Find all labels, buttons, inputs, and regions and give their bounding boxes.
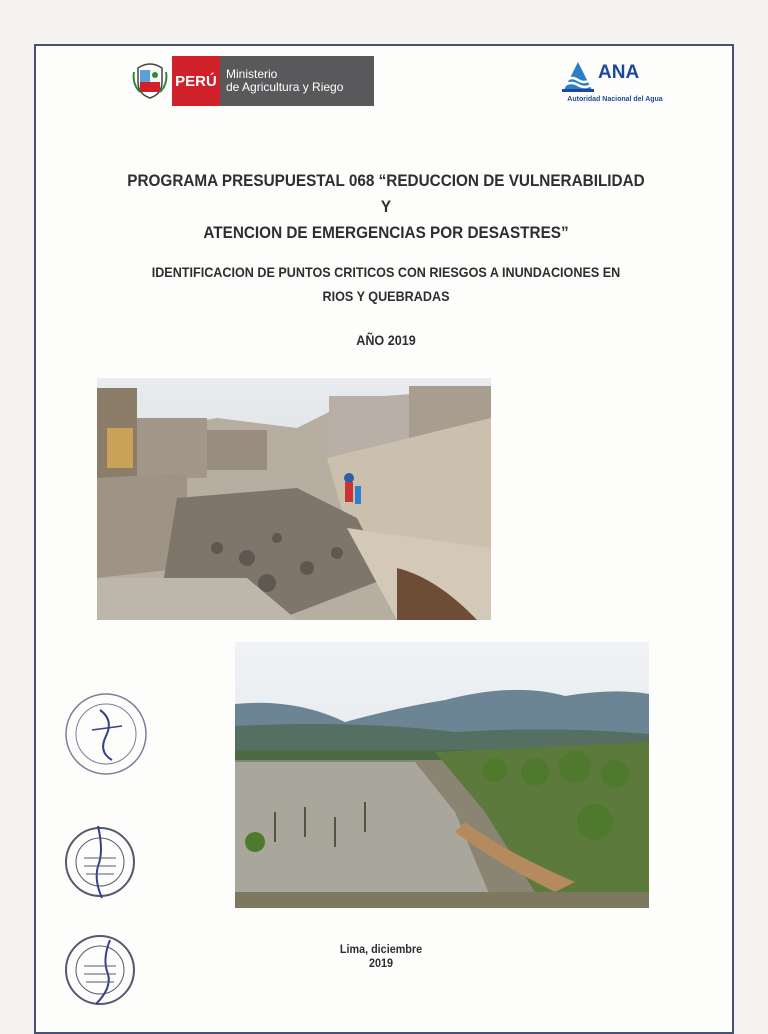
official-stamp-2 (62, 822, 138, 902)
ana-subtitle: Autoridad Nacional del Agua (567, 96, 663, 103)
document-year: AÑO 2019 (356, 332, 416, 348)
program-title-line-2: ATENCION DE EMERGENCIAS POR DESASTRES” (203, 223, 569, 242)
flooded-valley-photo (235, 642, 649, 908)
ana-logo (560, 60, 670, 108)
document-subtitle-line-2: RIOS Y QUEBRADAS (322, 288, 450, 304)
program-title-line-1: PROGRAMA PRESUPUESTAL 068 “REDUCCION DE VULNERABILIDAD Y (127, 171, 645, 216)
ana-water-logo-icon (560, 60, 596, 94)
ministry-label (220, 56, 374, 106)
peru-coat-of-arms-icon (132, 60, 168, 100)
official-stamp-3 (62, 930, 138, 1010)
program-title (125, 168, 647, 246)
peru-label: PERÚ (172, 56, 220, 106)
ana-name: ANA (598, 62, 640, 83)
place-and-date: Lima, diciembre 2019 (339, 942, 423, 970)
official-stamp-1 (62, 690, 150, 778)
government-logo (132, 56, 374, 106)
document-subtitle-line-1: IDENTIFICACION DE PUNTOS CRITICOS CON RIESGOS A INUNDACIONES EN (151, 264, 621, 280)
ministry-line-2: de Agricultura y Riego (226, 80, 344, 94)
document-subtitle (125, 260, 647, 308)
ministry-line-1: Ministerio (226, 67, 278, 81)
riverbank-erosion-photo (97, 378, 491, 620)
document-page (34, 44, 734, 1034)
